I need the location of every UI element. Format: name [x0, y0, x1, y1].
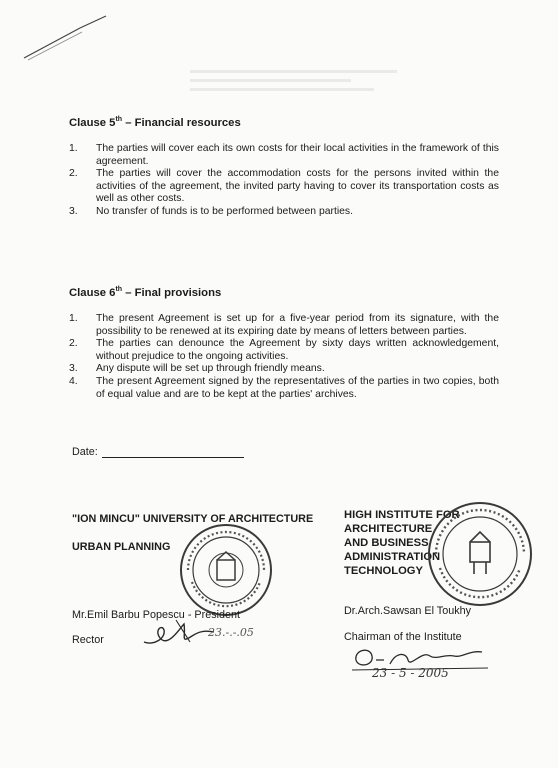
- list-item: [69, 143, 499, 168]
- clause-6-title-text: Clause 6: [69, 286, 116, 299]
- left-signatory-role: Rector: [72, 634, 104, 646]
- clause-5-title-sup: th: [115, 116, 123, 123]
- item-number: 4.: [69, 375, 78, 387]
- list-item: [69, 313, 499, 338]
- item-text: Any dispute will be set up through friendly means.: [96, 363, 325, 375]
- item-number: 3.: [69, 363, 78, 375]
- left-department-name: URBAN PLANNING: [72, 541, 171, 553]
- clause-5-title: [69, 116, 241, 129]
- right-signatory-role: Chairman of the Institute: [344, 631, 462, 643]
- item-text: No transfer of funds is to be performed between parties.: [96, 205, 354, 217]
- list-item: [69, 206, 499, 219]
- list-item: [69, 376, 499, 401]
- corner-pen-mark: [20, 14, 110, 64]
- clause-5-list: [69, 143, 499, 219]
- institute-line: AND BUSINESS: [344, 537, 429, 549]
- item-text: The parties will cover each its own costs for their local activities in the framework of this agreement.: [96, 143, 499, 167]
- left-handwritten-date: 23.-.-.05: [208, 626, 254, 639]
- item-text: The present Agreement is set up for a five-year period from its signature, with the possibility to be renewed at its expiring date by means of letters between parties.: [96, 313, 499, 337]
- clause-6-title-sup: th: [115, 286, 123, 293]
- faint-bleedthrough: [190, 64, 420, 104]
- institute-line: ARCHITECTURE: [344, 523, 433, 535]
- clause-6-list: [69, 313, 499, 401]
- institute-line: TECHNOLOGY: [344, 565, 423, 577]
- institute-line: ADMINISTRATION: [344, 551, 441, 563]
- right-signatory-name: Dr.Arch.Sawsan El Toukhy: [344, 605, 472, 617]
- right-institute-seal: [426, 500, 534, 608]
- item-text: The present Agreement signed by the representatives of the parties in two copies, both of equal value and are to be kept at the parties' archives.: [96, 375, 499, 400]
- date-blank-line: [102, 446, 244, 458]
- left-university-name: "ION MINCU" UNIVERSITY OF ARCHITECTURE: [72, 513, 314, 525]
- item-number: 1.: [69, 313, 78, 324]
- item-number: 2.: [69, 338, 78, 350]
- clause-6-title-suffix: – Final provisions: [122, 286, 222, 299]
- item-text: The parties can denounce the Agreement by sixty days written acknowledgement, without prejudice to the ongoing activities.: [96, 338, 499, 362]
- clause-5-title-suffix: – Financial resources: [122, 116, 241, 129]
- list-item: [69, 363, 499, 376]
- list-item: [69, 338, 499, 363]
- institute-line: HIGH INSTITUTE FOR: [344, 509, 460, 521]
- date-label: Date:: [72, 446, 98, 458]
- item-number: 2.: [69, 168, 78, 180]
- date-field: [72, 446, 244, 458]
- right-handwritten-date: 23 - 5 - 2005: [372, 666, 449, 680]
- item-number: 1.: [69, 143, 78, 154]
- clause-6-title: [69, 286, 221, 299]
- left-signatory-name: Mr.Emil Barbu Popescu - President: [72, 609, 241, 621]
- item-text: The parties will cover the accommodation costs for the persons invited within the activities of the agreement, the invited party having to cover its transportation costs as well as other costs.: [96, 168, 499, 205]
- clause-5-title-text: Clause 5: [69, 116, 116, 129]
- left-university-seal: [178, 522, 274, 618]
- item-number: 3.: [69, 205, 78, 217]
- list-item: [69, 168, 499, 206]
